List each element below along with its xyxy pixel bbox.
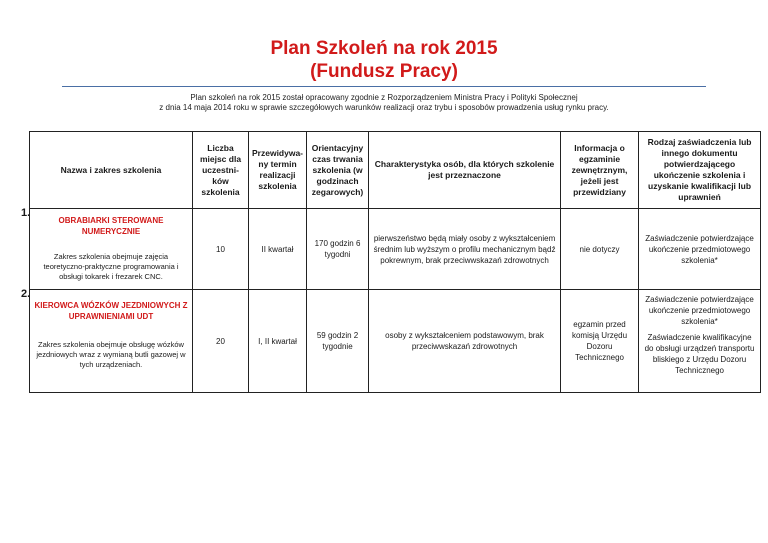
exam-cell: nie dotyczy bbox=[561, 209, 639, 290]
title-divider bbox=[62, 86, 706, 87]
header-duration: Orientacyjny czas trwania szkolenia (w godzinach zegarowych) bbox=[307, 132, 369, 209]
duration-cell: 170 godzin 6 tygodni bbox=[307, 209, 369, 290]
table-row bbox=[30, 290, 761, 393]
places-cell: 10 bbox=[193, 209, 249, 290]
participants-cell: osoby z wykształceniem podstawowym, brak przeciwwskazań zdrowotnych bbox=[369, 290, 561, 393]
header-certificate: Rodzaj zaświadczenia lub innego dokumentu potwierdzającego ukończenie szkolenia i uzyskanie kwalifikacji lub uprawnień bbox=[639, 132, 761, 209]
table-header-row bbox=[30, 132, 761, 209]
exam-cell: egzamin przed komisją Urzędu Dozoru Technicznego bbox=[561, 290, 639, 393]
training-plan-table bbox=[29, 131, 761, 393]
participants-cell: pierwszeństwo będą miały osoby z wykształceniem średnim lub wyższym o profilu mechanicznym bądź pokrewnym, brak przeciwwskazań zdrowotnych bbox=[369, 209, 561, 290]
header-participants: Charakterystyka osób, dla których szkolenie jest przeznaczone bbox=[369, 132, 561, 209]
course-description: Zakres szkolenia obejmuje zajęcia teoretyczno-praktyczne programowania i obsługi tokarek i frezarek CNC. bbox=[43, 252, 179, 281]
course-description: Zakres szkolenia obejmuje obsługę wózków jezdniowych wraz z wymianą butli gazowej w tych urządzeniach. bbox=[36, 340, 186, 369]
places-cell: 20 bbox=[193, 290, 249, 393]
row-number-1: 1. bbox=[21, 207, 31, 219]
certificate-cell: Zaświadczenie potwierdzające ukończenie przedmiotowego szkolenia* bbox=[639, 209, 761, 290]
certificate-qualification: Zaświadczenie kwalifikacyjne do obsługi urządzeń transportu bliskiego z Urzędu Dozoru Technicznego bbox=[644, 333, 755, 375]
certificate-cell bbox=[639, 290, 761, 393]
intro-line-2: z dnia 14 maja 2014 roku w sprawie szczegółowych warunków realizacji oraz trybu i sposobów prowadzenia usług rynku pracy. bbox=[159, 103, 609, 112]
document-title: Plan Szkoleń na rok 2015 bbox=[270, 38, 498, 59]
duration-cell: 59 godzin 2 tygodnie bbox=[307, 290, 369, 393]
intro-line-1: Plan szkoleń na rok 2015 został opracowany zgodnie z Rozporządzeniem Ministra Pracy i Polityki Społecznej bbox=[190, 93, 578, 102]
header-places: Liczba miejsc dla uczestni-ków szkolenia bbox=[193, 132, 249, 209]
row-number-2: 2. bbox=[21, 288, 31, 300]
document-subtitle: (Fundusz Pracy) bbox=[310, 61, 458, 82]
header-exam: Informacja o egzaminie zewnętrznym, jeżeli jest przewidziany bbox=[561, 132, 639, 209]
certificate-completion: Zaświadczenie potwierdzające ukończenie przedmiotowego szkolenia* bbox=[645, 295, 754, 326]
header-name-scope: Nazwa i zakres szkolenia bbox=[30, 132, 193, 209]
term-cell: I, II kwartał bbox=[249, 290, 307, 393]
term-cell: II kwartał bbox=[249, 209, 307, 290]
table-row bbox=[30, 209, 761, 290]
course-cell bbox=[30, 209, 193, 290]
course-cell bbox=[30, 290, 193, 393]
course-title: KIEROWCA WÓZKÓW JEZDNIOWYCH Z UPRAWNIENIAMI UDT bbox=[34, 301, 188, 321]
course-title: OBRABIARKI STEROWANE NUMERYCZNIE bbox=[58, 216, 164, 236]
header-term: Przewidywa-ny termin realizacji szkolenia bbox=[249, 132, 307, 209]
